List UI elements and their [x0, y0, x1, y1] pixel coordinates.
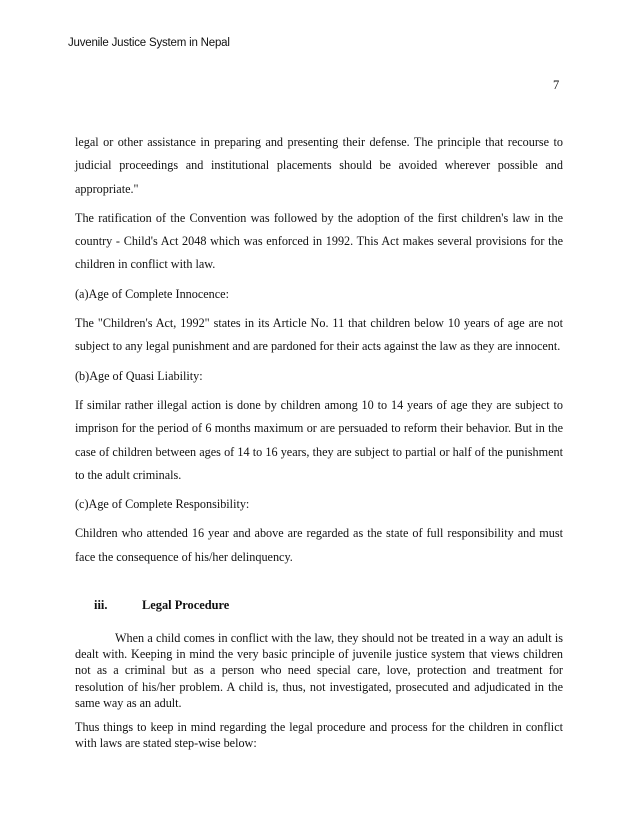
section-body	[75, 630, 563, 751]
page-number: 7	[553, 78, 560, 92]
paragraph-continued-quote: legal or other assistance in preparing and presenting their defense. The principle that recourse to judicial proceedings and institutional placements should be avoided wherever possible and appropriate."	[75, 135, 563, 196]
paragraph-complete-innocence: The "Children's Act, 1992" states in its Article No. 11 that children below 10 years of age are not subject to any legal punishment and are pardoned for their acts against the law as they are innocent.	[75, 316, 563, 354]
subheading-quasi-liability: (b)Age of Quasi Liability:	[75, 368, 203, 383]
paragraph-ratification: The ratification of the Convention was followed by the adoption of the first children's law in the country - Child's Act 2048 which was enforced in 1992. This Act makes several provisions for the children in conflict with law.	[75, 210, 563, 272]
subheading-complete-responsibility: (c)Age of Complete Responsibility:	[75, 497, 250, 512]
section-number: iii.	[94, 598, 108, 612]
body-text	[75, 131, 563, 569]
paragraph-complete-responsibility: Children who attended 16 year and above are regarded as the state of full responsibility and must face the consequence of his/her delinquency.	[75, 526, 563, 564]
paragraph-step-wise-intro: Thus things to keep in mind regarding the legal procedure and process for the children in conflict with laws are stated step-wise below:	[75, 720, 563, 751]
paragraph-quasi-liability: If similar rather illegal action is done by children among 10 to 14 years of age they are subject to imprison for the period of 6 months maximum or are persuaded to reform their behavior. But in the case of children between ages of 14 to 16 years, they are subject to partial or half of the punishment to the adult criminals.	[75, 397, 563, 482]
section-heading	[94, 598, 229, 613]
section-title: Legal Procedure	[142, 598, 230, 612]
subheading-complete-innocence: (a)Age of Complete Innocence:	[75, 286, 229, 301]
paragraph-legal-procedure: When a child comes in conflict with the law, they should not be treated in a way an adult is dealt with. Keeping in mind the very basic principle of juvenile justice system that views children not as a criminal but as a person who need special care, love, protection and treatment for resolution of his/her problem. A child is, thus, not investigated, prosecuted and adjudicated in the same way as an adult.	[75, 631, 563, 710]
running-header: Juvenile Justice System in Nepal	[68, 37, 230, 49]
